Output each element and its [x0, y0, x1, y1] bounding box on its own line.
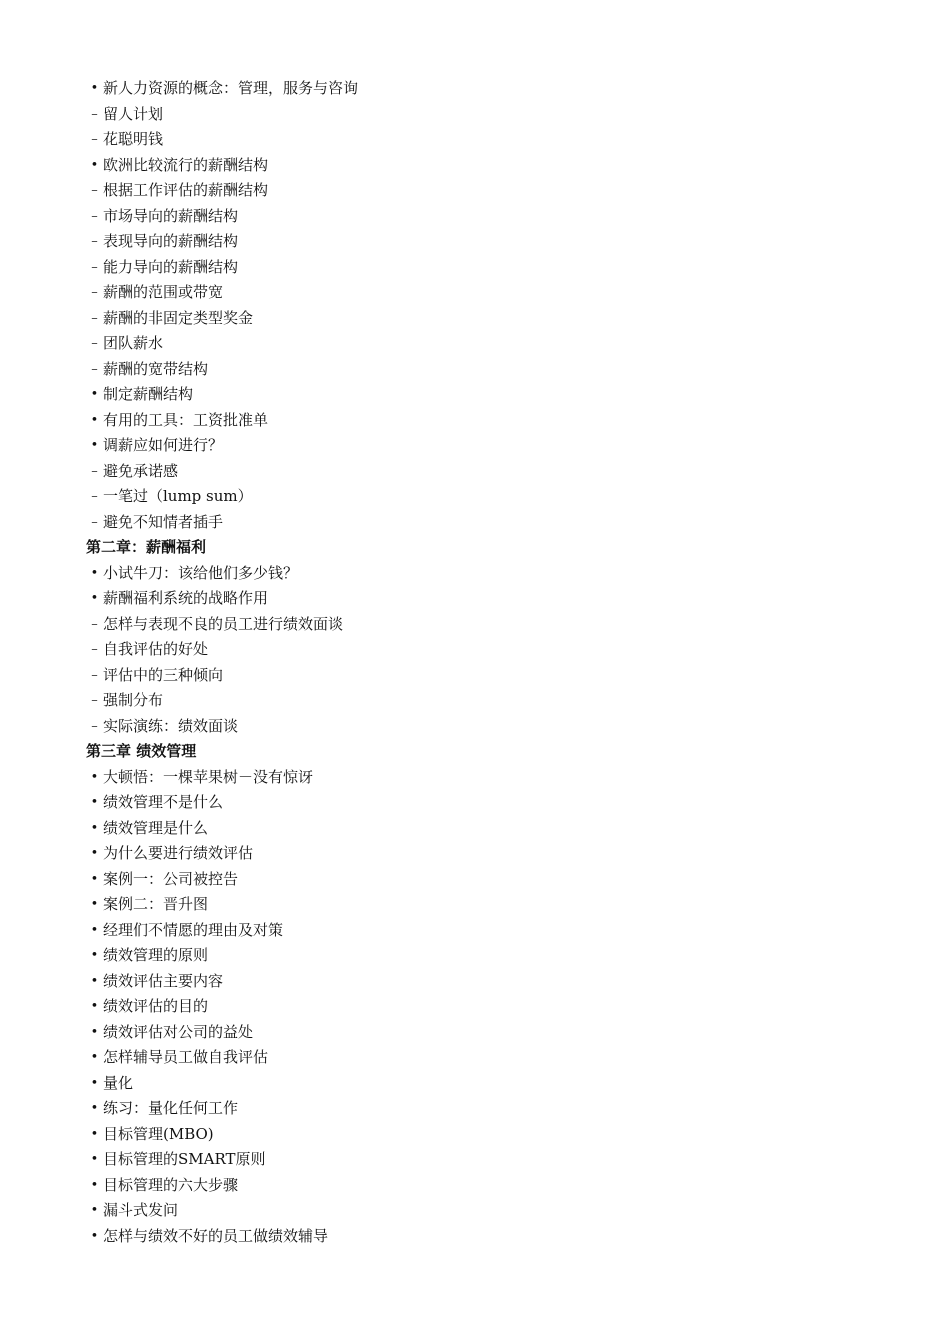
- sub-item: [86, 306, 358, 332]
- item-text: 经理们不情愿的理由及对策: [103, 920, 284, 939]
- dash-marker: –: [91, 693, 98, 708]
- item-text: 案例一：公司被控告: [103, 869, 239, 888]
- bullet-item: [86, 892, 358, 918]
- item-text: 绩效管理是什么: [103, 818, 209, 837]
- bullet-marker: •: [90, 1050, 99, 1065]
- dash-marker: –: [91, 234, 98, 249]
- outline-list: [86, 76, 358, 1249]
- item-text: 自我评估的好处: [103, 640, 209, 658]
- bullet-item: [86, 994, 358, 1020]
- bullet-marker: •: [90, 871, 99, 887]
- bullet-marker: •: [90, 1075, 99, 1091]
- bullet-marker: •: [90, 565, 99, 581]
- dash-marker: –: [91, 514, 98, 530]
- bullet-item: [86, 1198, 358, 1224]
- dash-marker: –: [91, 489, 98, 504]
- bullet-item: [86, 1122, 358, 1148]
- sub-item: [86, 255, 358, 281]
- bullet-item: [86, 816, 358, 842]
- bullet-item: [86, 867, 358, 893]
- dash-marker: –: [91, 718, 98, 734]
- item-text: 怎样辅导员工做自我评估: [103, 1048, 269, 1066]
- sub-item: [86, 127, 358, 153]
- bullet-item: [86, 1071, 358, 1097]
- item-text: 为什么要进行绩效评估: [103, 844, 254, 862]
- item-text: 制定薪酬结构: [103, 385, 194, 403]
- item-text: 实际演练：绩效面谈: [103, 716, 239, 735]
- dash-marker: –: [91, 208, 98, 224]
- item-text: 怎样与绩效不好的员工做绩效辅导: [103, 1226, 329, 1245]
- item-text: 绩效管理的原则: [103, 946, 209, 964]
- sub-item: [86, 178, 358, 204]
- bullet-marker: •: [90, 897, 99, 912]
- sub-item: [86, 280, 358, 306]
- dash-marker: –: [91, 259, 98, 275]
- item-text: 薪酬的范围或带宽: [103, 283, 224, 301]
- bullet-marker: •: [90, 1203, 99, 1218]
- item-text: 团队薪水: [103, 334, 164, 352]
- chapter-heading: [86, 535, 358, 561]
- sub-item: [86, 331, 358, 357]
- dash-marker: –: [91, 336, 98, 351]
- bullet-marker: •: [90, 81, 99, 96]
- item-text: 薪酬的非固定类型奖金: [103, 308, 254, 327]
- bullet-item: [86, 76, 358, 102]
- bullet-item: [86, 1173, 358, 1199]
- bullet-marker: •: [90, 1126, 99, 1142]
- bullet-marker: •: [90, 795, 99, 810]
- bullet-item: [86, 918, 358, 944]
- item-text: 避免不知情者插手: [103, 512, 224, 531]
- bullet-marker: •: [90, 1101, 99, 1116]
- bullet-item: [86, 1020, 358, 1046]
- bullet-marker: •: [90, 948, 99, 963]
- item-text: 目标管理的SMART原则: [103, 1150, 266, 1168]
- bullet-item: [86, 969, 358, 995]
- item-text: 大顿悟：一棵苹果树－没有惊讶: [103, 767, 314, 786]
- item-text: 市场导向的薪酬结构: [103, 206, 239, 225]
- bullet-marker: •: [90, 973, 99, 989]
- item-text: 表现导向的薪酬结构: [103, 232, 239, 250]
- dash-marker: –: [91, 132, 98, 147]
- item-text: 根据工作评估的薪酬结构: [103, 181, 269, 199]
- item-text: 目标管理的六大步骤: [103, 1175, 239, 1194]
- bullet-marker: •: [90, 1152, 99, 1167]
- chapter-heading: [86, 739, 358, 765]
- item-text: 新人力资源的概念：管理，服务与咨询: [103, 79, 359, 97]
- bullet-marker: •: [90, 846, 99, 861]
- sub-item: [86, 510, 358, 536]
- item-text: 避免承诺感: [103, 461, 179, 480]
- bullet-marker: •: [90, 157, 99, 173]
- bullet-item: [86, 765, 358, 791]
- bullet-marker: •: [90, 769, 99, 785]
- bullet-marker: •: [90, 1177, 99, 1193]
- dash-marker: –: [91, 106, 98, 122]
- dash-marker: –: [91, 463, 98, 479]
- dash-marker: –: [91, 667, 98, 683]
- item-text: 练习：量化任何工作: [103, 1099, 239, 1117]
- item-text: 小试牛刀：该给他们多少钱？: [103, 563, 299, 582]
- dash-marker: –: [91, 616, 98, 632]
- item-text: 绩效评估主要内容: [103, 971, 224, 990]
- bullet-marker: •: [90, 412, 99, 428]
- bullet-marker: •: [90, 820, 99, 836]
- sub-item: [86, 102, 358, 128]
- dash-marker: –: [91, 183, 98, 198]
- item-text: 留人计划: [103, 104, 164, 123]
- item-text: 调薪应如何进行？: [103, 436, 224, 454]
- bullet-marker: •: [90, 387, 99, 402]
- sub-item: [86, 612, 358, 638]
- sub-item: [86, 459, 358, 485]
- bullet-item: [86, 382, 358, 408]
- bullet-marker: •: [90, 999, 99, 1014]
- bullet-item: [86, 433, 358, 459]
- bullet-marker: •: [90, 591, 99, 606]
- dash-marker: –: [91, 310, 98, 326]
- heading-text: 第二章：薪酬福利: [86, 538, 207, 556]
- sub-item: [86, 357, 358, 383]
- bullet-marker: •: [90, 922, 99, 938]
- sub-item: [86, 663, 358, 689]
- item-text: 绩效管理不是什么: [103, 793, 224, 811]
- item-text: 欧洲比较流行的薪酬结构: [103, 155, 269, 174]
- sub-item: [86, 484, 358, 510]
- bullet-item: [86, 943, 358, 969]
- item-text: 能力导向的薪酬结构: [103, 257, 239, 276]
- item-text: 强制分布: [103, 691, 164, 709]
- item-text: 案例二：晋升图: [103, 895, 209, 913]
- bullet-item: [86, 1224, 358, 1250]
- item-text: 有用的工具：工资批准单: [103, 410, 269, 429]
- item-text: 评估中的三种倾向: [103, 665, 224, 684]
- sub-item: [86, 688, 358, 714]
- item-text: 漏斗式发问: [103, 1201, 179, 1219]
- bullet-marker: •: [90, 438, 99, 453]
- item-text: 薪酬的宽带结构: [103, 359, 209, 378]
- bullet-item: [86, 408, 358, 434]
- item-text: 一笔过（lump sum）: [103, 487, 253, 505]
- item-text: 目标管理(MBO): [103, 1124, 214, 1143]
- bullet-marker: •: [90, 1024, 99, 1040]
- item-text: 绩效评估的目的: [103, 997, 209, 1015]
- sub-item: [86, 229, 358, 255]
- bullet-marker: •: [90, 1228, 99, 1244]
- bullet-item: [86, 586, 358, 612]
- item-text: 量化: [103, 1073, 134, 1092]
- sub-item: [86, 204, 358, 230]
- item-text: 怎样与表现不良的员工进行绩效面谈: [103, 614, 344, 633]
- bullet-item: [86, 841, 358, 867]
- sub-item: [86, 714, 358, 740]
- item-text: 薪酬福利系统的战略作用: [103, 589, 269, 607]
- bullet-item: [86, 561, 358, 587]
- bullet-item: [86, 153, 358, 179]
- sub-item: [86, 637, 358, 663]
- dash-marker: –: [91, 642, 98, 657]
- bullet-item: [86, 790, 358, 816]
- heading-text: 第三章 绩效管理: [86, 742, 197, 760]
- bullet-item: [86, 1096, 358, 1122]
- bullet-item: [86, 1045, 358, 1071]
- bullet-item: [86, 1147, 358, 1173]
- item-text: 绩效评估对公司的益处: [103, 1022, 254, 1041]
- dash-marker: –: [91, 285, 98, 300]
- dash-marker: –: [91, 361, 98, 377]
- item-text: 花聪明钱: [103, 130, 164, 148]
